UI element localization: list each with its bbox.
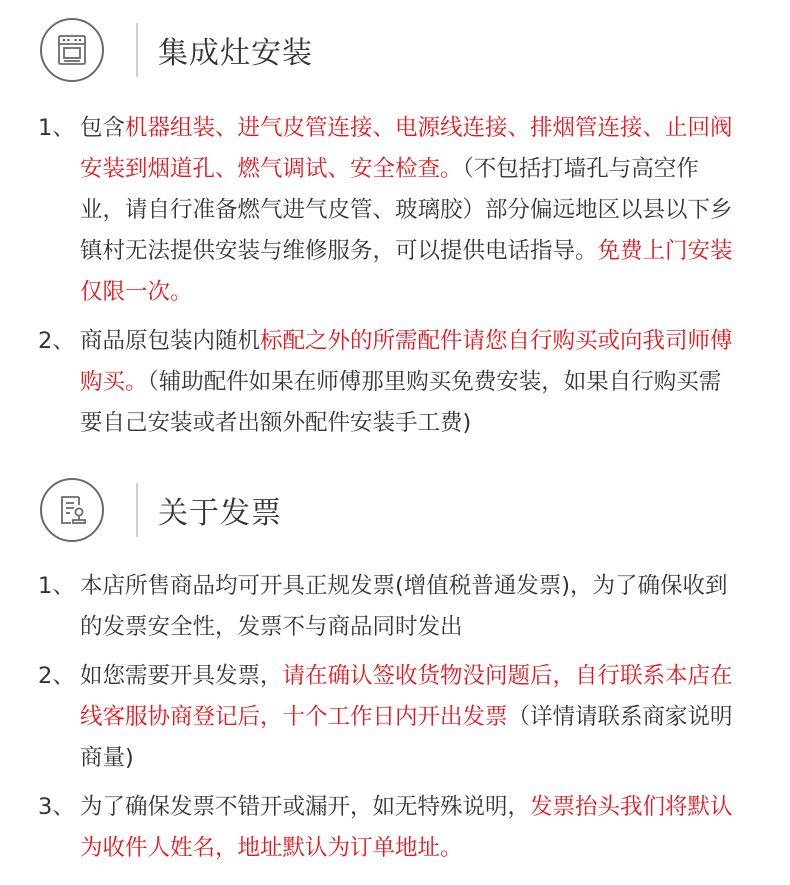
text-segment: 包含	[80, 115, 126, 141]
text-segment: （辅助配件如果在师傅那里购买免费安装，如果自行购买需要自己安装或者出额外配件安装手工费)	[80, 369, 722, 436]
item-number: 2、	[38, 663, 75, 689]
list-item-invoice-2	[38, 656, 738, 779]
text-segment: （详情请联系商家说明商量)	[80, 704, 733, 771]
highlight-segment: 发票抬头我们将默认为收件人姓名，地址默认为订单地址。	[80, 794, 733, 861]
highlight-segment: 标配之外的所需配件请您自行购买或向我司师傅购买。	[80, 328, 733, 395]
section-title-invoice: 关于发票	[158, 496, 282, 531]
list-item-install-2	[38, 321, 738, 444]
text-segment: 为了确保发票不错开或漏开，如无特殊说明，	[80, 794, 531, 820]
highlight-segment: 免费上门安装仅限一次。	[80, 238, 733, 305]
stove-icon-circle	[40, 18, 104, 82]
stove-icon	[55, 33, 89, 67]
invoice-icon	[55, 493, 89, 527]
text-segment: （不包括打墙孔与高空作业，请自行准备燃气进气皮管、玻璃胶）部分偏远地区以县以下乡镇村无法提供安装与维修服务，可以提供电话指导。	[80, 156, 733, 264]
text-segment: 如您需要开具发票，	[80, 663, 283, 689]
invoice-icon-circle	[40, 478, 104, 542]
item-body	[80, 108, 736, 313]
item-body	[80, 566, 736, 648]
item-number: 3、	[38, 794, 75, 820]
section-title-installation: 集成灶安装	[158, 36, 313, 71]
text-segment: 商品原包装内随机	[80, 328, 261, 354]
header-divider	[136, 483, 138, 537]
section-header-invoice	[40, 469, 282, 551]
list-item-invoice-3	[38, 787, 738, 869]
highlight-segment: 机器组装、进气皮管连接、电源线连接、排烟管连接、止回阀安装到烟道孔、燃气调试、安全检查。	[80, 115, 733, 182]
list-item-invoice-1	[38, 566, 738, 648]
item-body	[80, 656, 736, 779]
item-body	[80, 787, 736, 869]
section-header-installation	[40, 9, 313, 91]
list-item-install-1	[38, 108, 738, 313]
highlight-segment: 请在确认签收货物没问题后，自行联系本店在线客服协商登记后，十个工作日内开出发票	[80, 663, 733, 730]
item-body	[80, 321, 736, 444]
item-number: 1、	[38, 573, 75, 599]
item-number: 2、	[38, 328, 75, 354]
text-segment: 本店所售商品均可开具正规发票(增值税普通发票)，为了确保收到的发票安全性，发票不与商品同时发出	[80, 573, 728, 640]
header-divider	[136, 23, 138, 77]
item-number: 1、	[38, 115, 75, 141]
